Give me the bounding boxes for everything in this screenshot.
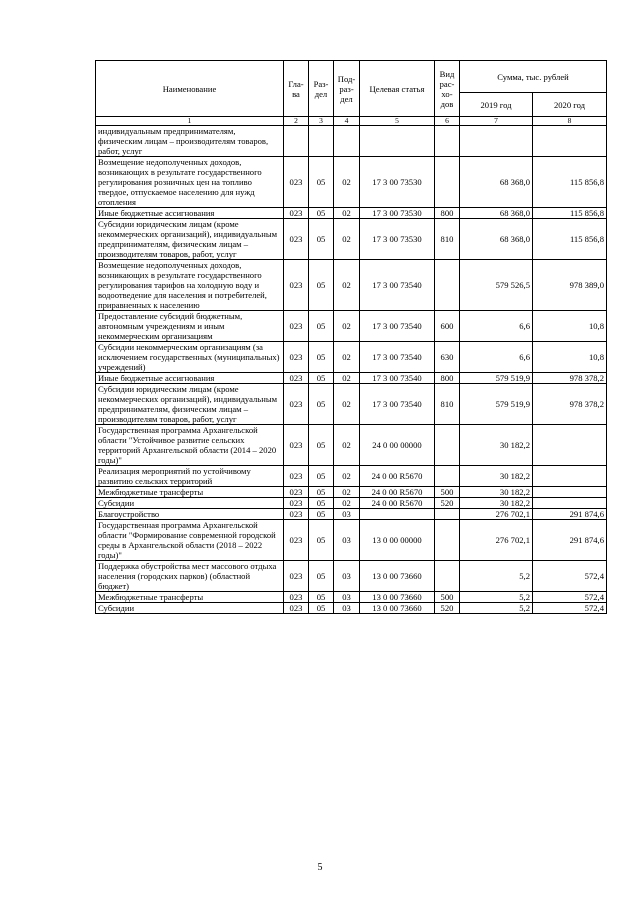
table-row <box>96 157 607 208</box>
row-sum-2019: 5,2 <box>460 603 533 614</box>
row-glava: 023 <box>284 157 309 208</box>
row-razdel: 05 <box>309 509 334 520</box>
row-glava: 023 <box>284 311 309 342</box>
row-podrazdel: 02 <box>334 208 360 219</box>
row-sum-2019: 579 519,9 <box>460 373 533 384</box>
row-podrazdel: 02 <box>334 384 360 425</box>
column-index-cell: 7 <box>460 117 533 126</box>
row-sum-2020: 10,8 <box>533 311 607 342</box>
row-razdel: 05 <box>309 520 334 561</box>
row-sum-2019: 276 702,1 <box>460 509 533 520</box>
row-name: Государственная программа Архангельской области "Устойчивое развитие сельских территорий Архангельской области (2014 – 2020 годы)" <box>96 425 284 466</box>
row-glava: 023 <box>284 509 309 520</box>
row-podrazdel <box>334 126 360 157</box>
row-name: Межбюджетные трансферты <box>96 487 284 498</box>
row-sum-2020: 978 389,0 <box>533 260 607 311</box>
row-sum-2020: 572,4 <box>533 603 607 614</box>
row-sum-2020: 978 378,2 <box>533 373 607 384</box>
header-razdel: Раз-дел <box>309 61 334 117</box>
row-target-article: 17 3 00 73540 <box>360 373 435 384</box>
row-podrazdel: 03 <box>334 561 360 592</box>
row-razdel: 05 <box>309 592 334 603</box>
row-expense-type <box>435 157 460 208</box>
table-body <box>96 126 607 614</box>
column-index-cell: 4 <box>334 117 360 126</box>
row-glava: 023 <box>284 373 309 384</box>
row-target-article: 17 3 00 73530 <box>360 208 435 219</box>
column-index-cell: 5 <box>360 117 435 126</box>
column-index-cell: 2 <box>284 117 309 126</box>
page-number: 5 <box>317 862 323 873</box>
row-target-article: 13 0 00 73660 <box>360 592 435 603</box>
row-glava: 023 <box>284 219 309 260</box>
row-razdel: 05 <box>309 384 334 425</box>
row-expense-type: 520 <box>435 603 460 614</box>
row-expense-type <box>435 561 460 592</box>
row-name: индивидуальным предпринимателям, физическим лицам – производителям товаров, работ, услуг <box>96 126 284 157</box>
table-row <box>96 311 607 342</box>
row-glava: 023 <box>284 384 309 425</box>
row-glava: 023 <box>284 520 309 561</box>
header-vid: Вид рас-хо-дов <box>435 61 460 117</box>
row-name: Субсидии <box>96 498 284 509</box>
row-name: Реализация мероприятий по устойчивому развитию сельских территорий <box>96 466 284 487</box>
row-sum-2020: 572,4 <box>533 561 607 592</box>
table-row <box>96 561 607 592</box>
row-podrazdel: 02 <box>334 487 360 498</box>
row-name: Субсидии некоммерческим организациям (за исключением государственных (муниципальных) учреждений) <box>96 342 284 373</box>
row-name: Возмещение недополученных доходов, возникающих в результате государственного регулирования тарифов на холодную воду и водоотведение для населения и потребителей, приравненных к населению <box>96 260 284 311</box>
row-expense-type <box>435 509 460 520</box>
budget-table <box>95 60 607 614</box>
row-name: Государственная программа Архангельской области "Формирование современной городской среды в Архангельской области (2018 – 2022 годы)" <box>96 520 284 561</box>
row-podrazdel: 03 <box>334 592 360 603</box>
row-glava: 023 <box>284 466 309 487</box>
row-razdel: 05 <box>309 157 334 208</box>
row-name: Благоустройство <box>96 509 284 520</box>
header-target: Целевая статья <box>360 61 435 117</box>
column-index-cell: 8 <box>533 117 607 126</box>
row-glava: 023 <box>284 260 309 311</box>
table-row <box>96 509 607 520</box>
row-expense-type: 800 <box>435 208 460 219</box>
row-target-article: 13 0 00 73660 <box>360 561 435 592</box>
row-expense-type: 500 <box>435 592 460 603</box>
row-sum-2020 <box>533 126 607 157</box>
row-sum-2019: 5,2 <box>460 592 533 603</box>
table-row <box>96 260 607 311</box>
row-sum-2019: 6,6 <box>460 311 533 342</box>
row-razdel: 05 <box>309 466 334 487</box>
row-razdel: 05 <box>309 498 334 509</box>
table-row <box>96 425 607 466</box>
row-sum-2019: 579 526,5 <box>460 260 533 311</box>
row-sum-2019: 68 368,0 <box>460 208 533 219</box>
column-index-cell: 1 <box>96 117 284 126</box>
row-podrazdel: 02 <box>334 498 360 509</box>
row-sum-2020: 115 856,8 <box>533 208 607 219</box>
row-razdel: 05 <box>309 373 334 384</box>
table-row <box>96 592 607 603</box>
row-sum-2020: 291 874,6 <box>533 509 607 520</box>
row-target-article: 17 3 00 73530 <box>360 219 435 260</box>
row-glava: 023 <box>284 498 309 509</box>
row-podrazdel: 02 <box>334 219 360 260</box>
row-razdel: 05 <box>309 425 334 466</box>
column-index-cell: 3 <box>309 117 334 126</box>
row-expense-type: 500 <box>435 487 460 498</box>
row-sum-2020: 115 856,8 <box>533 219 607 260</box>
row-target-article: 24 0 00 00000 <box>360 425 435 466</box>
row-podrazdel: 03 <box>334 603 360 614</box>
row-name: Межбюджетные трансферты <box>96 592 284 603</box>
row-razdel: 05 <box>309 603 334 614</box>
row-sum-2020 <box>533 487 607 498</box>
row-sum-2019: 30 182,2 <box>460 425 533 466</box>
row-target-article: 24 0 00 R5670 <box>360 487 435 498</box>
row-sum-2019: 30 182,2 <box>460 498 533 509</box>
table-row <box>96 219 607 260</box>
row-razdel: 05 <box>309 219 334 260</box>
row-expense-type: 520 <box>435 498 460 509</box>
row-target-article: 13 0 00 00000 <box>360 520 435 561</box>
row-razdel: 05 <box>309 487 334 498</box>
row-podrazdel: 02 <box>334 466 360 487</box>
row-sum-2019: 30 182,2 <box>460 466 533 487</box>
row-sum-2019: 579 519,9 <box>460 384 533 425</box>
row-expense-type: 630 <box>435 342 460 373</box>
row-name: Субсидии юридическим лицам (кроме некоммерческих организаций), индивидуальным предпринимателям, физическим лицам – производителям товаров, работ, услуг <box>96 219 284 260</box>
header-podrazdel: Под-раз-дел <box>334 61 360 117</box>
row-expense-type <box>435 520 460 561</box>
row-sum-2019: 68 368,0 <box>460 157 533 208</box>
column-index-row <box>96 117 607 126</box>
row-target-article: 24 0 00 R5670 <box>360 498 435 509</box>
row-expense-type: 810 <box>435 219 460 260</box>
row-name: Иные бюджетные ассигнования <box>96 373 284 384</box>
row-target-article: 17 3 00 73530 <box>360 157 435 208</box>
row-expense-type <box>435 126 460 157</box>
row-podrazdel: 02 <box>334 311 360 342</box>
row-glava: 023 <box>284 603 309 614</box>
row-sum-2020 <box>533 425 607 466</box>
row-expense-type: 810 <box>435 384 460 425</box>
table-row <box>96 373 607 384</box>
table-row <box>96 384 607 425</box>
row-sum-2020: 115 856,8 <box>533 157 607 208</box>
table-row <box>96 603 607 614</box>
row-name: Субсидии юридическим лицам (кроме некоммерческих организаций), индивидуальным предпринимателям, физическим лицам – производителям товаров, работ, услуг <box>96 384 284 425</box>
row-sum-2019: 30 182,2 <box>460 487 533 498</box>
row-name: Поддержка обустройства мест массового отдыха населения (городских парков) (областной бюджет) <box>96 561 284 592</box>
row-glava: 023 <box>284 342 309 373</box>
row-sum-2019: 276 702,1 <box>460 520 533 561</box>
row-name: Субсидии <box>96 603 284 614</box>
row-target-article: 17 3 00 73540 <box>360 384 435 425</box>
row-glava: 023 <box>284 561 309 592</box>
row-podrazdel: 02 <box>334 425 360 466</box>
table-row <box>96 208 607 219</box>
row-razdel: 05 <box>309 311 334 342</box>
row-target-article: 24 0 00 R5670 <box>360 466 435 487</box>
row-glava <box>284 126 309 157</box>
row-sum-2020: 10,8 <box>533 342 607 373</box>
row-razdel: 05 <box>309 342 334 373</box>
table-row <box>96 487 607 498</box>
row-razdel: 05 <box>309 260 334 311</box>
row-target-article: 13 0 00 73660 <box>360 603 435 614</box>
table-row <box>96 126 607 157</box>
table-row <box>96 520 607 561</box>
table-row <box>96 342 607 373</box>
row-sum-2020: 978 378,2 <box>533 384 607 425</box>
row-name: Предоставление субсидий бюджетным, автономным учреждениям и иным некоммерческим организациям <box>96 311 284 342</box>
row-name: Иные бюджетные ассигнования <box>96 208 284 219</box>
header-name: Наименование <box>96 61 284 117</box>
row-expense-type <box>435 425 460 466</box>
table-row <box>96 498 607 509</box>
row-target-article: 17 3 00 73540 <box>360 260 435 311</box>
row-name: Возмещение недополученных доходов, возникающих в результате государственного регулирования розничных цен на топливо твердое, отпускаемое населению для нужд отопления <box>96 157 284 208</box>
row-sum-2019: 68 368,0 <box>460 219 533 260</box>
row-podrazdel: 02 <box>334 342 360 373</box>
header-sum: Сумма, тыс. рублей <box>460 61 607 93</box>
header-2019: 2019 год <box>460 93 533 117</box>
row-sum-2019: 6,6 <box>460 342 533 373</box>
row-glava: 023 <box>284 425 309 466</box>
row-glava: 023 <box>284 208 309 219</box>
row-podrazdel: 03 <box>334 520 360 561</box>
row-target-article <box>360 126 435 157</box>
table-row <box>96 466 607 487</box>
row-sum-2020: 291 874,6 <box>533 520 607 561</box>
header-glava: Гла-ва <box>284 61 309 117</box>
row-target-article: 17 3 00 73540 <box>360 342 435 373</box>
row-expense-type <box>435 260 460 311</box>
row-razdel: 05 <box>309 208 334 219</box>
row-target-article: 17 3 00 73540 <box>360 311 435 342</box>
row-sum-2020 <box>533 498 607 509</box>
header-2020: 2020 год <box>533 93 607 117</box>
row-razdel: 05 <box>309 561 334 592</box>
row-podrazdel: 03 <box>334 509 360 520</box>
row-podrazdel: 02 <box>334 157 360 208</box>
row-podrazdel: 02 <box>334 260 360 311</box>
row-sum-2019 <box>460 126 533 157</box>
row-expense-type: 800 <box>435 373 460 384</box>
row-target-article <box>360 509 435 520</box>
row-podrazdel: 02 <box>334 373 360 384</box>
column-index-cell: 6 <box>435 117 460 126</box>
row-glava: 023 <box>284 487 309 498</box>
row-expense-type <box>435 466 460 487</box>
row-sum-2019: 5,2 <box>460 561 533 592</box>
row-sum-2020 <box>533 466 607 487</box>
row-glava: 023 <box>284 592 309 603</box>
row-expense-type: 600 <box>435 311 460 342</box>
row-sum-2020: 572,4 <box>533 592 607 603</box>
row-razdel <box>309 126 334 157</box>
